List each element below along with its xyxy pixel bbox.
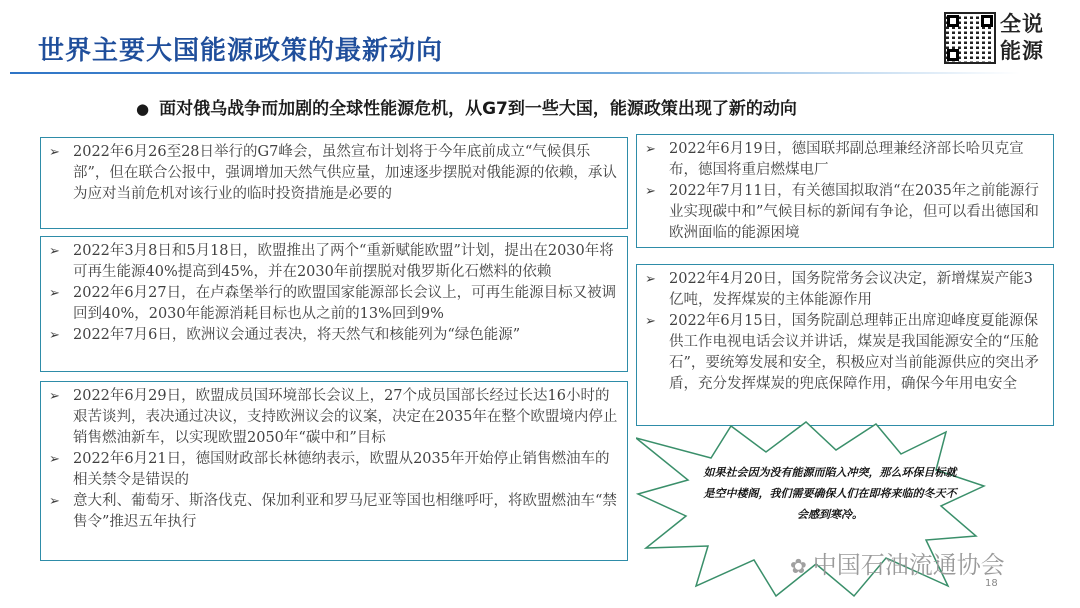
arrow-bullet-icon: ➢	[49, 494, 60, 509]
arrow-bullet-icon: ➢	[645, 314, 656, 329]
arrow-bullet-icon: ➢	[49, 328, 60, 343]
title-divider	[10, 72, 1020, 74]
arrow-bullet-icon: ➢	[49, 286, 60, 301]
g7-box	[40, 137, 628, 229]
arrow-bullet-icon: ➢	[49, 452, 60, 467]
page-number: 18	[985, 578, 998, 589]
list-item: ➢ 2022年6月29日，欧盟成员国环境部长会议上，27个成员国部长经过长达16小时的艰苦谈判，表决通过决议，支持欧洲议会的议案，决定在2035年在整个欧盟境内停止销售燃油新车，以实现欧盟2050年“碳中和”目标	[49, 388, 618, 446]
eu-cars-box	[40, 381, 628, 561]
slide-title: 世界主要大国能源政策的最新动向	[38, 36, 444, 66]
qr-code-icon	[944, 12, 996, 64]
arrow-bullet-icon: ➢	[49, 389, 60, 404]
wechat-icon: ✿	[790, 554, 807, 578]
list-item: ➢ 2022年6月15日，国务院副总理韩正出席迎峰度夏能源保供工作电视电话会议并讲话，煤炭是我国能源安全的“压舱石”，要统筹发展和安全，积极应对当前能源供应的突出矛盾，充分发挥煤炭的兜底保障作用，确保今年用电安全	[645, 313, 1039, 392]
headline-bullet: ●	[136, 100, 150, 118]
eu-energy-box	[40, 236, 628, 372]
watermark-text: 中国石油流通协会	[812, 551, 1005, 579]
list-item: ➢ 2022年4月20日，国务院常务会议决定，新增煤炭产能3亿吨，发挥煤炭的主体能源作用	[645, 271, 1033, 308]
list-item: ➢ 2022年6月21日，德国财政部长林德纳表示，欧盟从2035年开始停止销售燃油车的相关禁令是错误的	[49, 451, 610, 488]
callout-text: 如果社会因为没有能源而陷入冲突，那么环保目标就是空中楼阁，我们需要确保人们在即将来临的冬天不会感到寒冷。	[703, 466, 957, 521]
watermark	[790, 545, 1005, 580]
arrow-bullet-icon: ➢	[49, 244, 60, 259]
arrow-bullet-icon: ➢	[645, 272, 656, 287]
list-item: ➢ 2022年6月26至28日举行的G7峰会，虽然宣布计划将于今年底前成立“气候俱乐部”，但在联合公报中，强调增加天然气供应量，加速逐步摆脱对俄能源的依赖，承认为应对当前危机对该行业的临时投资措施是必要的	[49, 144, 617, 202]
arrow-bullet-icon: ➢	[645, 184, 656, 199]
list-item: ➢ 2022年6月19日，德国联邦副总理兼经济部长哈贝克宣布，德国将重启燃煤电厂	[645, 141, 1024, 178]
headline-text: 面对俄乌战争而加剧的全球性能源危机，从G7到一些大国，能源政策出现了新的动向	[159, 99, 797, 119]
arrow-bullet-icon: ➢	[645, 142, 656, 157]
china-box	[636, 264, 1054, 426]
list-item: ➢ 意大利、葡萄牙、斯洛伐克、保加利亚和罗马尼亚等国也相继呼吁，将欧盟燃油车“禁售令”推迟五年执行	[49, 493, 617, 530]
arrow-bullet-icon: ➢	[49, 145, 60, 160]
list-item: ➢ 2022年7月6日，欧洲议会通过表决，将天然气和核能列为“绿色能源”	[49, 325, 619, 346]
headline	[136, 94, 797, 119]
logo	[944, 10, 1054, 72]
list-item: ➢ 2022年6月27日，在卢森堡举行的欧盟国家能源部长会议上，可再生能源目标又被调回到40%，2030年能源消耗目标也从之前的13%回到9%	[49, 285, 617, 322]
germany-box	[636, 134, 1054, 248]
brand-text	[1000, 10, 1052, 64]
brand-line-2: 能源	[1000, 38, 1044, 63]
list-item: ➢ 2022年7月11日，有关德国拟取消“在2035年之前能源行业实现碳中和”气候目标的新闻有争论，但可以看出德国和欧洲面临的能源困境	[645, 183, 1039, 241]
list-item: ➢ 2022年3月8日和5月18日，欧盟推出了两个“重新赋能欧盟”计划，提出在2030年将可再生能源40%提高到45%，并在2030年前摆脱对俄罗斯化石燃料的依赖	[49, 243, 614, 280]
brand-line-1: 全说	[1000, 11, 1044, 36]
